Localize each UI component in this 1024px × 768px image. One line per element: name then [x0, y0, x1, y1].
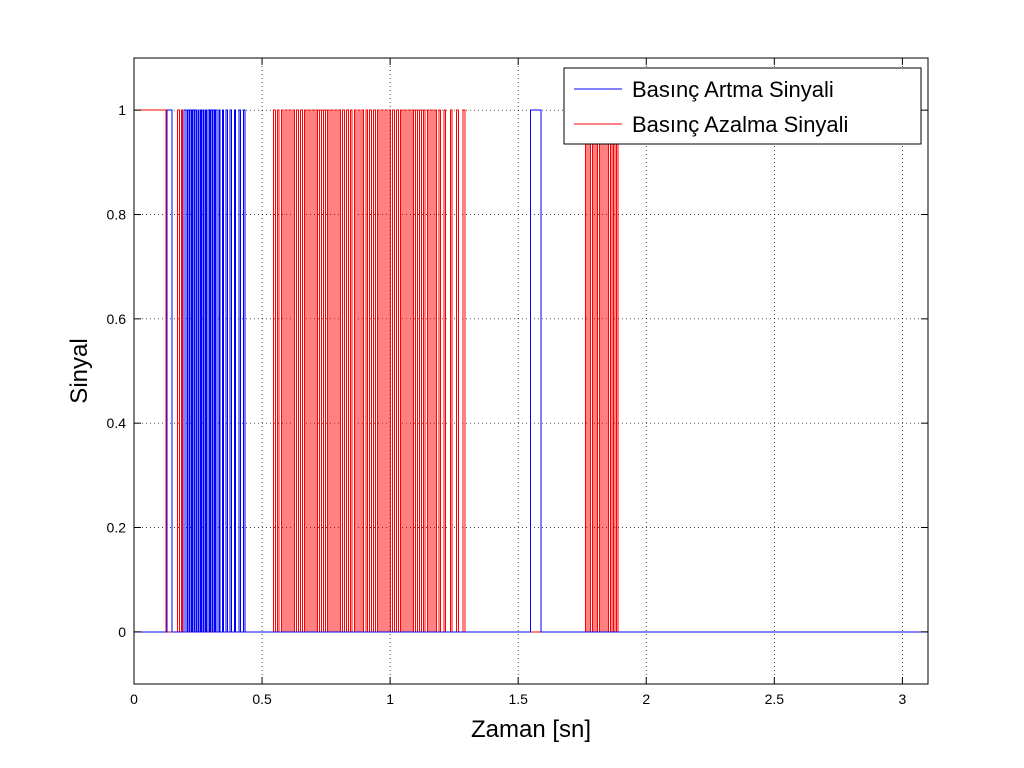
- x-tick-label: 2.5: [764, 691, 785, 707]
- legend-label-artma: Basınç Artma Sinyali: [632, 77, 834, 102]
- x-tick-label: 0: [130, 691, 138, 707]
- x-tick-label: 0.5: [252, 691, 272, 707]
- x-tick-label: 1.5: [508, 691, 528, 707]
- y-tick-label: 0: [118, 623, 126, 640]
- legend-label-azalma: Basınç Azalma Sinyali: [632, 112, 849, 137]
- y-tick-label: 0.8: [106, 206, 126, 223]
- y-axis-label: Sinyal: [66, 338, 93, 404]
- x-axis-label: Zaman [sn]: [470, 716, 592, 743]
- y-tick-label: 0.4: [106, 415, 126, 432]
- x-tick-label: 3: [898, 691, 907, 707]
- x-tick-label: 1: [386, 691, 395, 707]
- plot-area: [134, 58, 928, 684]
- y-tick-label: 0.2: [106, 519, 126, 536]
- y-tick-label: 1: [118, 102, 126, 119]
- x-tick-label: 2: [642, 691, 651, 707]
- legend: [564, 68, 921, 144]
- y-tick-label: 0.6: [106, 310, 126, 327]
